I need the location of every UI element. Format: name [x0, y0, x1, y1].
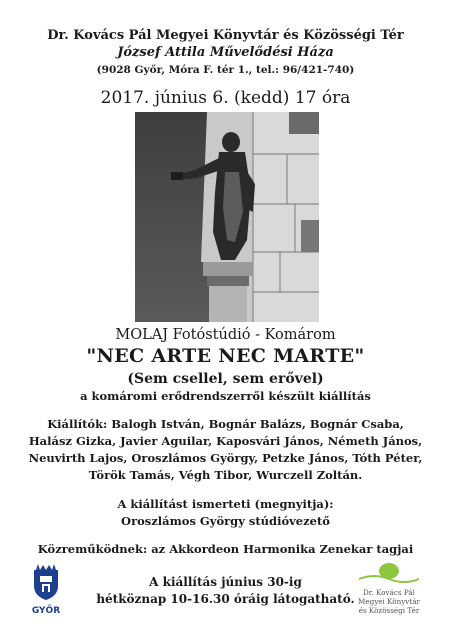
library-logo [340, 562, 438, 615]
participants: Közreműködnek: az Akkordeon Harmonika Zenekar tagjai [37, 542, 414, 556]
library-leaf-icon [359, 562, 419, 584]
gyor-logo-text: GYŐR [31, 606, 61, 616]
exhibitors-line-3: Neuvirth Lajos, Oroszlámos György, Petzke János, Tóth Péter, [28, 451, 423, 465]
opening-intro: A kiállítást ismerteti (megnyitja): [117, 497, 334, 511]
studio-name: MOLAJ Fotóstúdió - Komárom [115, 327, 336, 343]
org-address: (9028 Győr, Móra F. tér 1., tel.: 96/421-740) [96, 64, 355, 76]
library-logo-line-1: Dr. Kovács Pál [363, 588, 415, 597]
exhibition-title: "NEC ARTE NEC MARTE" [86, 345, 365, 367]
opening-speaker: Oroszlámos György stúdióvezető [121, 514, 330, 528]
statue-photo [135, 112, 319, 322]
exhibition-description: a komáromi erődrendszerről készült kiállítás [80, 389, 371, 403]
exhibition-subtitle: (Sem csellel, sem erővel) [127, 371, 324, 387]
library-logo-line-2: Megyei Könyvtár [358, 597, 420, 606]
exhibitors-line-2: Halász Gizka, Javier Aguilar, Kaposvári János, Németh János, [28, 434, 423, 448]
library-logo-line-3: és Közösségi Tér [358, 606, 420, 615]
gyor-logo [30, 560, 62, 616]
exhibitors-line-1: Kiállítók: Balogh István, Bognár Balázs, Bognár Csaba, [47, 417, 404, 431]
availability-line-1: A kiállítás június 30-ig [149, 575, 302, 589]
event-datetime: 2017. június 6. (kedd) 17 óra [100, 88, 351, 108]
availability-line-2: hétköznap 10-16.30 óráig látogatható. [96, 592, 355, 606]
org-name: Dr. Kovács Pál Megyei Könyvtár és Közösségi Tér [47, 28, 404, 43]
org-subtitle: József Attila Művelődési Háza [117, 45, 334, 60]
exhibitors-line-4: Török Tamás, Végh Tibor, Wurczell Zoltán. [88, 468, 363, 482]
gyor-crest-icon [30, 560, 62, 602]
